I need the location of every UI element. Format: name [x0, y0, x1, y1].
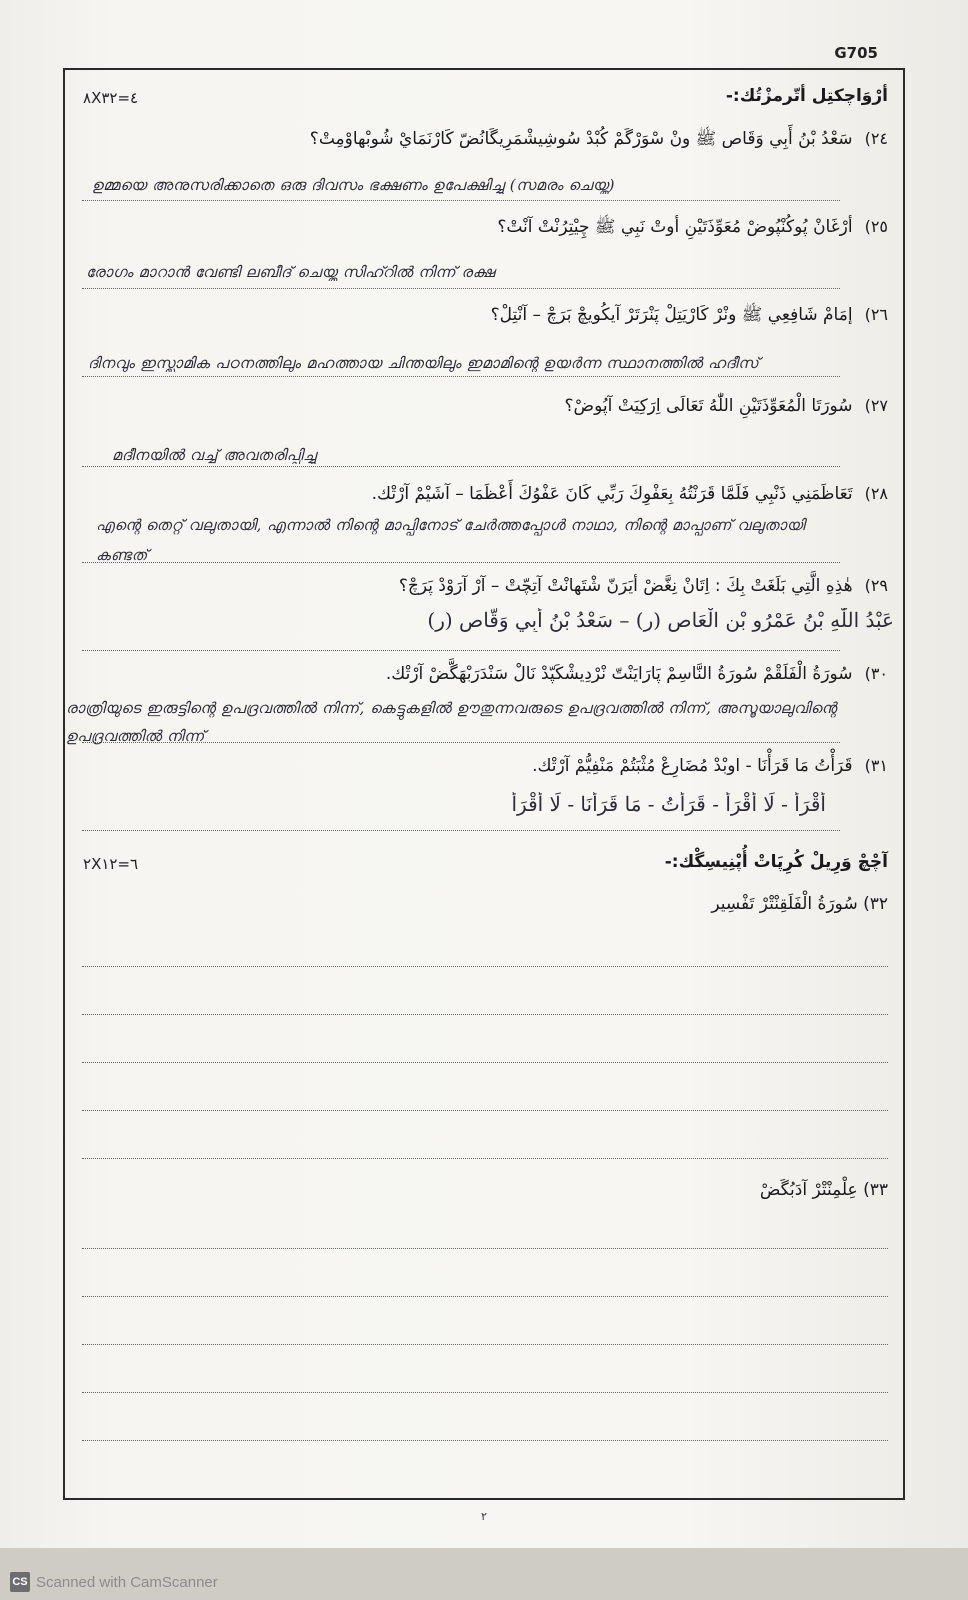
question-number: ٢٨) [864, 484, 888, 503]
answer-line [82, 830, 840, 831]
handwritten-answer-28: എന്റെ തെറ്റ് വലുതായി, എന്നാൽ നിന്റെ മാപ്പിനോട് ചേർത്തപ്പോൾ നാഥാ, നിന്റെ മാപ്പാണ് വലുതായി കണ്ടത് [96, 516, 806, 564]
question-text: أرْغَانْ پُوكُنْپُوضْ مُعَوِّذَتَيْنِ أوتْ نَبِي ﷺ چِيْتِرُنْتْ آنْتْ؟ [497, 217, 853, 237]
question-25 [80, 216, 888, 241]
question-number: ٣١) [864, 756, 888, 775]
answer-line [82, 966, 888, 967]
answer-line [82, 376, 840, 377]
answer-line [82, 1248, 888, 1249]
handwritten-answer-27: മദീനയിൽ വച്ച് അവതരിപ്പിച്ചു [112, 446, 317, 464]
handwritten-answer-29: عَبْدُ اللّٰهِ بْنُ عَمْرُو بْنِ الْعَاصِ (ر) – سَعْدُ بْنُ أَبِي وَقَّاص (ر) [427, 608, 894, 632]
section-a-marks: ٨X٤=٣٢ [83, 89, 139, 107]
camscanner-watermark: Scanned with CamScanner [36, 1574, 218, 1591]
handwritten-answer-30: രാത്രിയുടെ ഇരുട്ടിന്റെ ഉപദ്രവത്തിൽ നിന്ന്, കെട്ടുകളിൽ ഊതുന്നവരുടെ ഉപദ്രവത്തിൽ നിന്ന്, അസൂയാലുവിന്റെ ഉപദ്രവത്തിൽ നിന്ന് [66, 699, 837, 745]
question-28 [80, 484, 888, 504]
question-text: هٰذِهِ الَّتِي بَلَغَتْ بِكَ : اِتَانْ نِغَّضْ أيَرَنّ شْتَهانْتْ آتِچّتْ – آرْ آرَوْدْ پَرَچْ؟ [398, 576, 853, 596]
question-number: ٢٤) [864, 129, 888, 148]
answer-line [82, 650, 840, 651]
question-33: ٣٣) عِلْمِنْتْرْ آدَبُگَضْ [759, 1180, 888, 1200]
answer-line [82, 1344, 888, 1345]
question-text: قَرَأْتُ مَا قَرَأْنَا - اوبْدْ مُضَارِعْ مُثْبَتُمْ مَنْفِيُّمْ آرْتْك. [532, 756, 853, 776]
answer-line [82, 466, 840, 467]
answer-line [82, 1110, 888, 1111]
question-number: ٢٦) [864, 305, 888, 324]
question-32: ٣٢) سُورَةُ الْفَلَقِنْتْرْ تَفْسِير [711, 894, 888, 914]
answer-line [82, 1296, 888, 1297]
answer-line [82, 1014, 888, 1015]
question-27 [80, 396, 888, 416]
question-24 [80, 128, 888, 153]
answer-line [82, 1440, 888, 1441]
section-b-title: آچْچْ وَرِيلْ كُرِپَاتْ أُپْنِيسِگْك:- [664, 852, 888, 872]
section-b-marks: ٢X٦=١٢ [83, 855, 139, 873]
answer-line [82, 562, 840, 563]
question-text: تَعَاظَمَنِي ذَنْبِي فَلَمَّا قَرَنْتُهُ بِعَفْوِكَ رَبِّي كَانَ عَفْوُكَ أَعْظَمَا – آشَيْمْ آرْتْك. [371, 484, 853, 504]
question-31 [80, 756, 888, 776]
question-number: ٢٥) [864, 217, 888, 236]
document-code: G705 [834, 44, 878, 62]
page-number: ٢ [481, 1510, 487, 1523]
question-30 [80, 664, 888, 684]
question-text: سُورَتَا الْمُعَوِّذَتَيْنِ اللّٰهُ تَعَالَى اِرَكِيَتْ آپُوضْ؟ [564, 396, 853, 416]
answer-line [82, 1158, 888, 1159]
scanner-footer [0, 1548, 968, 1600]
question-text: إمَامْ شَافِعِي ﷺ ونْرْ كَارْيَتِلْ پَنْرَتَرْ آيكُويچْ بَرَچْ – آنْتِلْ؟ [490, 305, 853, 325]
answer-line [82, 288, 840, 289]
section-a-title: أرْوَاچكتِل أتّرمزْتُك:- [725, 86, 888, 106]
question-text: سُورَةُ الْفَلَقْمْ سُورَةُ النَّاسِمْ پَارَايَنْتّ نْرْدِيشْكَپّدْ نَالْ سَنْدَرَبْهَگَّضْ آرْتْك. [385, 664, 853, 684]
handwritten-answer-25: രോഗം മാറാൻ വേണ്ടി ലബീദ് ചെയ്ത സിഹ്റിൽ നിന്ന് രക്ഷ [86, 263, 496, 281]
handwritten-answer-26: ദിനവും ഇസ്ലാമിക പഠനത്തിലും മഹത്തായ ചിന്തയിലും ഇമാമിന്റെ ഉയർന്ന സ്ഥാനത്തിൽ ഹദീസ് [88, 354, 760, 372]
answer-line [82, 200, 840, 201]
question-number: ٢٩) [864, 576, 888, 595]
question-text: سَعْدُ بْنُ أَبِي وَقَاص ﷺ ونْ سْوَرْگَمْ كُبْدْ سُوشِيشْمَرِيگَانُضّ كَارْنَمَايْ شُوبْهاوْمِتْ؟ [309, 129, 853, 149]
question-number: ٣٠) [864, 664, 888, 683]
camscanner-logo-icon: CS [10, 1572, 30, 1592]
answer-line [82, 742, 840, 743]
answer-line [82, 1062, 888, 1063]
question-29 [80, 576, 888, 596]
question-number: ٢٧) [864, 396, 888, 415]
question-frame [63, 68, 905, 1500]
handwritten-answer-24: ഉമ്മയെ അനുസരിക്കാതെ ഒരു ദിവസം ഭക്ഷണം ഉപേക്ഷിച്ചു (സമരം ചെയ്തു) [92, 176, 615, 194]
handwritten-answer-31: أَقْرَأُ - لَا أَقْرَأُ - قَرَأْتُ - مَا قَرَأْنَا - لَا أَقْرَأُ [511, 792, 826, 816]
question-26 [80, 304, 888, 329]
answer-line [82, 1392, 888, 1393]
